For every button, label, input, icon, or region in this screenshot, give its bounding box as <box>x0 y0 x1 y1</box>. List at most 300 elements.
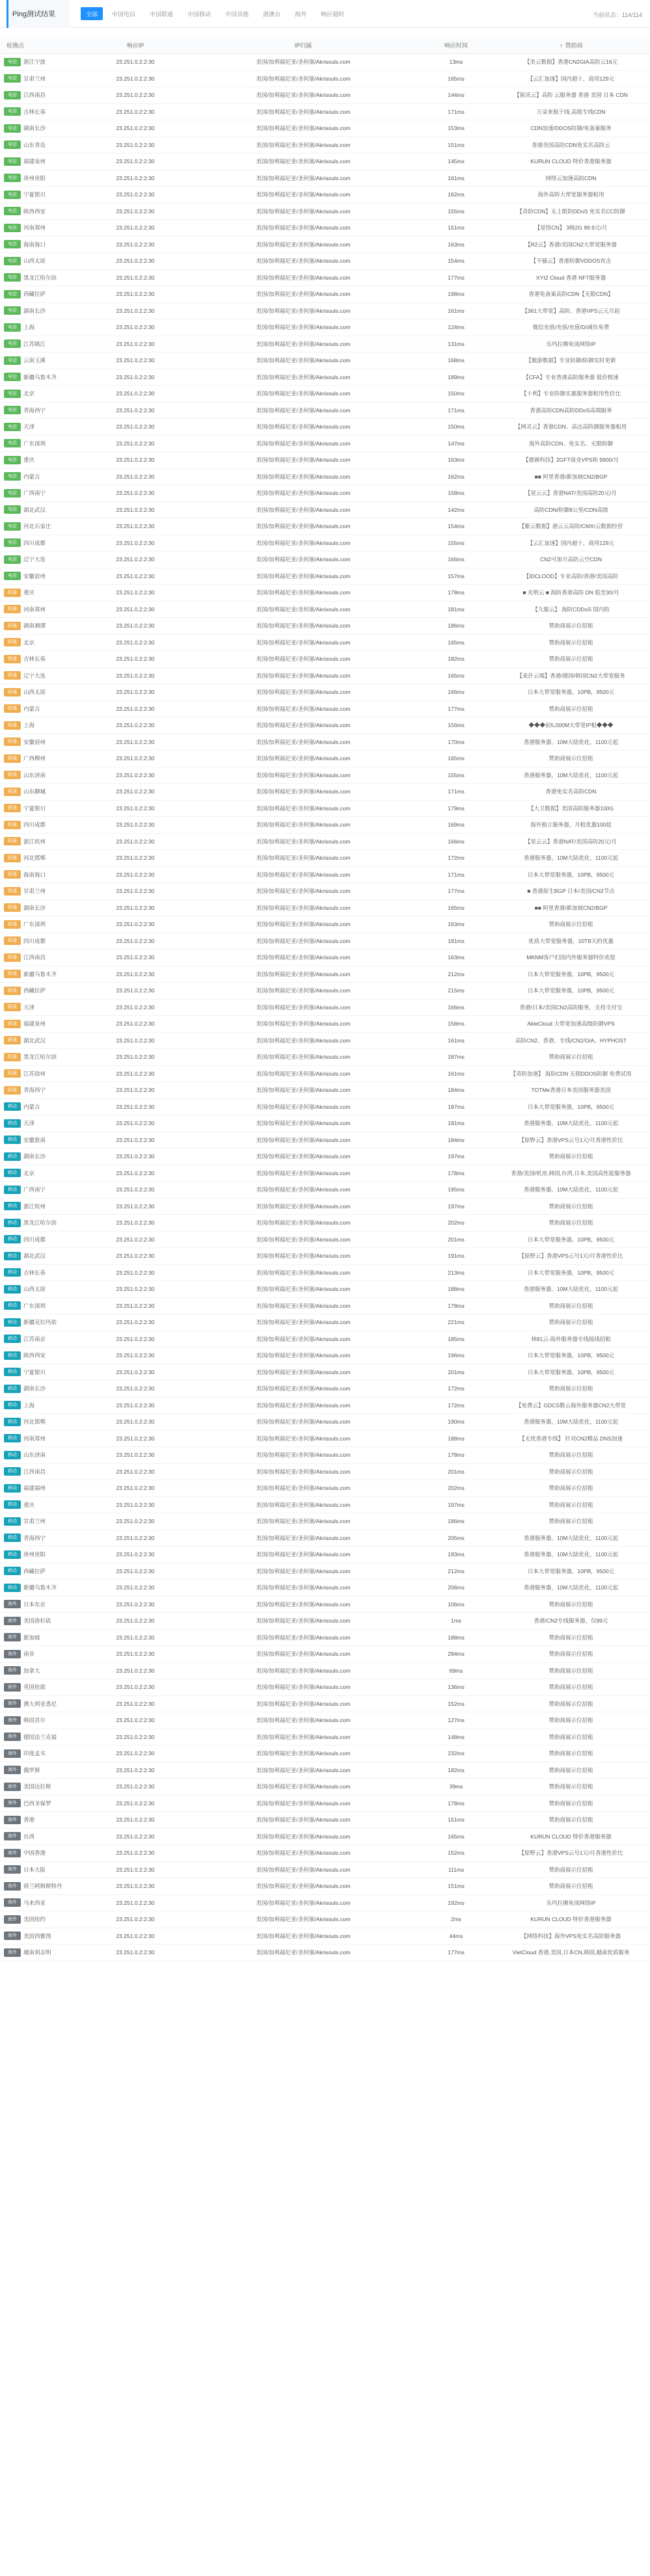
ip-location-cell: 美国/加利福尼亚/圣何塞/Akrisouls.com <box>256 1087 351 1094</box>
response-time-cell: 184ms <box>448 1136 465 1143</box>
sponsor-cell: 【大卫数据】美国高防服务器100G <box>528 804 614 812</box>
isp-badge: 电信 <box>4 356 21 365</box>
node-name: 安徽宿州 <box>23 572 46 579</box>
sponsor-link[interactable]: 赞助商展示位招租 <box>548 1302 593 1309</box>
response-time-cell: 161ms <box>448 307 465 314</box>
node-name: 甘肃兰州 <box>23 1518 46 1525</box>
isp-badge: 海外 <box>4 1948 21 1957</box>
ip-location-cell: 美国/加利福尼亚/圣何塞/Akrisouls.com <box>256 788 351 795</box>
response-time-cell: 150ms <box>448 423 465 431</box>
response-time-cell: 186ms <box>448 1518 465 1525</box>
response-time-cell: 111ms <box>448 1866 465 1873</box>
ip-location-cell: 美国/加利福尼亚/圣何塞/Akrisouls.com <box>256 1567 351 1574</box>
sponsor-cell: KURUN CLOUD 特价香港服务器 <box>530 158 612 165</box>
response-time-cell: 188ms <box>448 1435 465 1442</box>
sponsor-link[interactable]: 赞助商展示位招租 <box>548 1600 593 1608</box>
table-row <box>0 767 650 784</box>
sponsor-cell: 香港服务器，10M大陆优化，1100元起 <box>523 1286 619 1293</box>
ip-location-cell: 美国/加利福尼亚/圣何塞/Akrisouls.com <box>256 1518 351 1525</box>
node-name: 江苏南京 <box>23 1335 46 1342</box>
sponsor-link[interactable]: 赞助商展示位招租 <box>548 1634 593 1641</box>
node-name: 湖南长沙 <box>23 1153 46 1160</box>
table-row <box>0 1232 650 1249</box>
isp-badge: 联通 <box>4 887 21 896</box>
table-row <box>0 966 650 983</box>
node-name: 湖南长沙 <box>23 125 46 132</box>
response-time-cell: 178ms <box>448 1302 465 1309</box>
ip-cell: 23.251.0.2:2:30 <box>116 1932 155 1939</box>
node-cell <box>0 837 72 845</box>
ip-location-cell: 美国/加利福尼亚/圣何塞/Akrisouls.com <box>256 639 351 646</box>
node-cell <box>0 870 72 879</box>
table-row <box>0 734 650 751</box>
ip-cell: 23.251.0.2:2:30 <box>116 1634 155 1641</box>
sponsor-cell: 香港服务器，10M大陆优化，1100元起 <box>523 1534 619 1541</box>
table-row <box>0 469 650 486</box>
ip-location-cell: 美国/加利福尼亚/圣何塞/Akrisouls.com <box>256 191 351 198</box>
sponsor-link[interactable]: 赞助商展示位招租 <box>548 1783 593 1790</box>
sponsor-link[interactable]: 赞助商展示位招租 <box>548 1766 593 1773</box>
ip-location-cell: 美国/加利福尼亚/圣何塞/Akrisouls.com <box>256 1136 351 1143</box>
response-time-cell: 181ms <box>448 937 465 944</box>
node-name: 内蒙古 <box>23 1103 40 1110</box>
isp-badge: 海外 <box>4 1733 21 1741</box>
ip-location-cell: 美国/加利福尼亚/圣何塞/Akrisouls.com <box>256 1899 351 1906</box>
node-cell <box>0 390 72 398</box>
isp-badge: 移动 <box>4 1152 21 1161</box>
ip-location-cell: 美国/加利福尼亚/圣何塞/Akrisouls.com <box>256 855 351 862</box>
node-cell <box>0 1799 72 1807</box>
response-time-cell: 172ms <box>448 855 465 862</box>
table-row <box>0 485 650 502</box>
ip-cell: 23.251.0.2:2:30 <box>116 1452 155 1459</box>
sponsor-link[interactable]: 赞助商展示位招租 <box>548 755 593 762</box>
sponsor-link[interactable]: 赞助商展示位招租 <box>548 1651 593 1658</box>
sponsor-link[interactable]: 赞助商展示位招租 <box>548 1750 593 1757</box>
isp-badge: 海外 <box>4 1666 21 1675</box>
sponsor-link[interactable]: 赞助商展示位招租 <box>548 1733 593 1740</box>
isp-badge: 联通 <box>4 804 21 812</box>
sponsor-link[interactable]: 赞助商展示位招租 <box>548 1501 593 1508</box>
ip-cell: 23.251.0.2:2:30 <box>116 1866 155 1873</box>
isp-badge: 海外 <box>4 1783 21 1791</box>
sponsor-link[interactable]: 赞助商展示位招租 <box>548 1799 593 1807</box>
ip-cell: 23.251.0.2:2:30 <box>116 1070 155 1077</box>
ip-location-cell: 美国/加利福尼亚/圣何塞/Akrisouls.com <box>256 970 351 977</box>
node-name: 福建福州 <box>23 1485 46 1492</box>
response-time-cell: 177ms <box>448 274 465 281</box>
sponsor-link[interactable]: 赞助商展示位招租 <box>548 1667 593 1674</box>
node-cell <box>0 1932 72 1940</box>
ip-cell: 23.251.0.2:2:30 <box>116 1286 155 1293</box>
response-time-cell: 172ms <box>448 1401 465 1409</box>
node-cell <box>0 323 72 332</box>
isp-badge: 电信 <box>4 489 21 498</box>
sponsor-cell: 【德旗科技】2GFT商业VPS和 9900/月 <box>522 457 619 464</box>
sponsor-link[interactable]: 赞助商展示位招租 <box>548 656 593 663</box>
isp-badge: 电信 <box>4 191 21 199</box>
sponsor-link[interactable]: 赞助商展示位招租 <box>548 1816 593 1824</box>
ip-cell: 23.251.0.2:2:30 <box>116 622 155 630</box>
sponsor-cell: 【云汇加速】国内超十，商用129元 <box>527 539 615 546</box>
table-row <box>0 1497 650 1514</box>
sponsor-link[interactable]: 赞助商展示位招租 <box>548 1219 593 1227</box>
table-row <box>0 1597 650 1613</box>
sponsor-link[interactable]: 赞助商展示位招租 <box>548 1054 593 1061</box>
sponsor-link[interactable]: 赞助商展示位招租 <box>548 1866 593 1873</box>
node-cell <box>0 1865 72 1874</box>
ip-cell: 23.251.0.2:2:30 <box>116 373 155 380</box>
node-name: 广西柳州 <box>23 755 46 762</box>
sponsor-link[interactable]: 赞助商展示位招租 <box>548 1319 593 1326</box>
node-cell <box>0 555 72 564</box>
response-time-cell: 205ms <box>448 1534 465 1541</box>
ip-cell: 23.251.0.2:2:30 <box>116 59 155 66</box>
sponsor-cell: 香港免实名高防CDN <box>545 788 597 795</box>
table-row <box>0 1829 650 1846</box>
node-cell <box>0 688 72 697</box>
node-cell <box>0 638 72 646</box>
node-name: 吉林长春 <box>23 1269 46 1276</box>
table-row <box>0 701 650 718</box>
tab-0[interactable]: 全部 <box>81 7 103 20</box>
ip-cell: 23.251.0.2:2:30 <box>116 1916 155 1923</box>
response-time-cell: 165ms <box>448 904 465 911</box>
sponsor-link[interactable]: 赞助商展示位招租 <box>548 1883 593 1890</box>
node-name: 四川成都 <box>23 937 46 944</box>
ip-location-cell: 美国/加利福尼亚/圣何塞/Akrisouls.com <box>256 1949 351 1956</box>
response-time-cell: 154ms <box>448 523 465 530</box>
node-cell <box>0 589 72 597</box>
tab-4[interactable]: 中国其他 <box>225 10 249 18</box>
node-name: 广东深圳 <box>23 1302 46 1309</box>
isp-badge: 海外 <box>4 1749 21 1758</box>
node-name: 福建泉州 <box>23 1020 46 1028</box>
response-time-cell: 197ms <box>448 1153 465 1160</box>
ip-cell: 23.251.0.2:2:30 <box>116 1651 155 1658</box>
table-row <box>0 1182 650 1199</box>
sponsor-link[interactable]: 赞助商展示位招租 <box>548 1202 593 1210</box>
node-cell <box>0 1219 72 1227</box>
tab-5[interactable]: 港澳台 <box>263 10 281 18</box>
ip-location-cell: 美国/加利福尼亚/圣何塞/Akrisouls.com <box>256 1070 351 1077</box>
node-name: 英国伦敦 <box>23 1684 46 1691</box>
node-name: 上海 <box>23 722 35 729</box>
response-time-cell: 166ms <box>448 556 465 563</box>
table-row <box>0 319 650 336</box>
sponsor-cell: 微信充值/充值/充值/D/减负免费 <box>532 324 610 331</box>
isp-badge: 电信 <box>4 423 21 431</box>
table-row <box>0 1464 650 1481</box>
node-name: 黑龙江哈尔滨 <box>23 274 57 281</box>
sponsor-link[interactable]: 赞助商展示位招租 <box>548 1485 593 1492</box>
node-name: 内蒙古 <box>23 473 40 480</box>
ip-location-cell: 美国/加利福尼亚/圣何塞/Akrisouls.com <box>256 258 351 265</box>
table-row <box>0 1033 650 1050</box>
table-row <box>0 1796 650 1812</box>
sponsor-link[interactable]: 赞助商展示位招租 <box>548 1684 593 1691</box>
ip-location-cell: 美国/加利福尼亚/圣何塞/Akrisouls.com <box>256 1551 351 1558</box>
sponsor-icon: ♀ <box>559 42 565 49</box>
isp-badge: 联通 <box>4 970 21 978</box>
isp-badge: 海外 <box>4 1617 21 1625</box>
node-name: 俄罗斯 <box>23 1766 40 1773</box>
node-cell <box>0 505 72 514</box>
ip-location-cell: 美国/加利福尼亚/圣何塞/Akrisouls.com <box>256 1667 351 1674</box>
ip-cell: 23.251.0.2:2:30 <box>116 954 155 961</box>
sponsor-link[interactable]: 赞助商展示位招租 <box>548 622 593 630</box>
isp-badge: 电信 <box>4 406 21 414</box>
ip-location-cell: 美国/加利福尼亚/圣何塞/Akrisouls.com <box>256 506 351 513</box>
response-time-cell: 157ms <box>448 572 465 579</box>
table-row <box>0 1082 650 1099</box>
sponsor-cell: 网络云加速高防CDN <box>545 174 597 181</box>
node-name: 湖南湘潭 <box>23 622 46 630</box>
response-time-cell: 215ms <box>448 987 465 994</box>
response-time-cell: 127ms <box>448 1717 465 1724</box>
sponsor-link[interactable]: 赞助商展示位招租 <box>548 1452 593 1459</box>
isp-badge: 海外 <box>4 1882 21 1891</box>
node-name: 山西太原 <box>23 1286 46 1293</box>
ip-location-cell: 美国/加利福尼亚/圣何塞/Akrisouls.com <box>256 1700 351 1707</box>
ip-cell: 23.251.0.2:2:30 <box>116 1418 155 1426</box>
response-time-cell: 69ms <box>449 1667 463 1674</box>
tab-6[interactable]: 海外 <box>295 10 307 18</box>
sponsor-cell: 海外高防CDN、免实名、无限防御 <box>529 440 613 447</box>
isp-badge: 移动 <box>4 1102 21 1111</box>
sponsor-link[interactable]: 赞助商展示位招租 <box>548 1468 593 1475</box>
isp-badge: 移动 <box>4 1385 21 1393</box>
node-name: 湖南长沙 <box>23 307 46 314</box>
sponsor-cell: TOTMe香港日本美国服务器美国 <box>531 1087 611 1094</box>
node-cell <box>0 1467 72 1476</box>
node-cell <box>0 1584 72 1592</box>
results-table-body <box>0 54 650 1961</box>
isp-badge: 移动 <box>4 1318 21 1327</box>
table-row <box>0 949 650 966</box>
ip-location-cell: 美国/加利福尼亚/圣何塞/Akrisouls.com <box>256 1651 351 1658</box>
isp-badge: 电信 <box>4 505 21 514</box>
node-cell <box>0 1567 72 1575</box>
node-cell <box>0 804 72 812</box>
node-cell <box>0 1235 72 1243</box>
node-cell <box>0 1517 72 1526</box>
node-cell <box>0 472 72 481</box>
response-time-cell: 182ms <box>448 656 465 663</box>
node-cell <box>0 174 72 182</box>
node-cell <box>0 1617 72 1625</box>
ip-location-cell: 美国/加利福尼亚/圣何塞/Akrisouls.com <box>256 357 351 364</box>
sponsor-cell: 日本大带宽服务器，10PB，9500元 <box>527 1352 615 1359</box>
table-row <box>0 1878 650 1895</box>
tab-2[interactable]: 中国联通 <box>150 10 174 18</box>
node-cell <box>0 1816 72 1824</box>
node-name: 西藏拉萨 <box>23 987 46 994</box>
ip-location-cell: 美国/加利福尼亚/圣何塞/Akrisouls.com <box>256 1020 351 1028</box>
table-row <box>0 1049 650 1066</box>
sponsor-cell: 日本大带宽服务器，10PB，9500元 <box>527 970 615 977</box>
node-name: 重庆 <box>23 589 35 596</box>
table-row <box>0 933 650 950</box>
sponsor-link[interactable]: 赞助商展示位招租 <box>548 1153 593 1160</box>
isp-badge: 电信 <box>4 572 21 580</box>
ip-location-cell: 美国/加利福尼亚/圣何塞/Akrisouls.com <box>256 921 351 928</box>
ip-location-cell: 美国/加利福尼亚/圣何塞/Akrisouls.com <box>256 1634 351 1641</box>
sponsor-link[interactable]: 赞助商展示位招租 <box>548 1700 593 1707</box>
node-cell <box>0 1053 72 1061</box>
tab-1[interactable]: 中国电信 <box>112 10 136 18</box>
node-name: 上海 <box>23 324 35 331</box>
isp-badge: 移动 <box>4 1550 21 1559</box>
isp-badge: 移动 <box>4 1368 21 1376</box>
ip-location-cell: 美国/加利福尼亚/圣何塞/Akrisouls.com <box>256 689 351 696</box>
response-time-cell: 178ms <box>448 1169 465 1176</box>
table-row <box>0 551 650 568</box>
node-name: 天津 <box>23 1003 35 1011</box>
sponsor-link[interactable]: 赞助商展示位招租 <box>548 921 593 928</box>
isp-badge: 电信 <box>4 157 21 166</box>
response-time-cell: 151ms <box>448 1816 465 1824</box>
response-time-cell: 147ms <box>448 440 465 447</box>
ip-cell: 23.251.0.2:2:30 <box>116 324 155 331</box>
isp-badge: 电信 <box>4 58 21 66</box>
isp-badge: 移动 <box>4 1202 21 1210</box>
response-time-cell: 177ms <box>448 705 465 712</box>
node-name: 宁夏银川 <box>23 1368 46 1375</box>
sponsor-cell: 香港高防CDN高防DDoS高端服务 <box>530 406 612 414</box>
table-row <box>0 1398 650 1414</box>
ip-location-cell: 美国/加利福尼亚/圣何塞/Akrisouls.com <box>256 1202 351 1210</box>
sponsor-cell: ■■ 阿里香港/新加坡CN2/BGP <box>534 473 608 480</box>
node-name: 北京 <box>23 1169 35 1176</box>
isp-badge: 联通 <box>4 671 21 680</box>
isp-badge: 电信 <box>4 306 21 315</box>
ip-location-cell: 美国/加利福尼亚/圣何塞/Akrisouls.com <box>256 473 351 480</box>
response-time-cell: 171ms <box>448 871 465 878</box>
isp-badge: 移动 <box>4 1434 21 1442</box>
ip-location-cell: 美国/加利福尼亚/圣何塞/Akrisouls.com <box>256 108 351 115</box>
ip-location-cell: 美国/加利福尼亚/圣何塞/Akrisouls.com <box>256 1169 351 1176</box>
sponsor-link[interactable]: 赞助商展示位招租 <box>548 1717 593 1724</box>
sponsor-link[interactable]: 赞助商展示位招租 <box>548 705 593 712</box>
table-row <box>0 1928 650 1945</box>
table-row <box>0 668 650 685</box>
table-row <box>0 1199 650 1215</box>
response-time-cell: 163ms <box>448 954 465 961</box>
response-time-cell: 178ms <box>448 1799 465 1807</box>
ip-location-cell: 美国/加利福尼亚/圣何塞/Akrisouls.com <box>256 1352 351 1359</box>
response-time-cell: 171ms <box>448 406 465 414</box>
sponsor-cell: 【傲游数据】专业防御/防御实时更新 <box>526 357 616 364</box>
ip-cell: 23.251.0.2:2:30 <box>116 357 155 364</box>
isp-badge: 联通 <box>4 737 21 746</box>
response-time-cell: 177ms <box>448 1949 465 1956</box>
node-cell <box>0 1534 72 1542</box>
response-time-cell: 165ms <box>448 672 465 679</box>
table-row <box>0 618 650 635</box>
isp-badge: 移动 <box>4 1334 21 1343</box>
node-cell <box>0 538 72 547</box>
ip-location-cell: 美国/加利福尼亚/圣何塞/Akrisouls.com <box>256 722 351 729</box>
sponsor-cell: KURUN CLOUD 特价香港服务器 <box>530 1833 612 1840</box>
node-cell <box>0 622 72 630</box>
sponsor-link[interactable]: 赞助商展示位招租 <box>548 1518 593 1525</box>
table-row <box>0 1431 650 1448</box>
table-row <box>0 1563 650 1580</box>
node-cell <box>0 1401 72 1409</box>
ip-location-cell: 美国/加利福尼亚/圣何塞/Akrisouls.com <box>256 423 351 431</box>
isp-badge: 移动 <box>4 1235 21 1243</box>
node-cell <box>0 157 72 166</box>
node-cell <box>0 1832 72 1840</box>
sponsor-cell: 香港/CN2专线服务器，仅99元 <box>534 1617 608 1625</box>
table-row <box>0 336 650 353</box>
panel-title-text: Ping测试结果 <box>12 10 56 18</box>
ip-location-cell: 美国/加利福尼亚/圣何塞/Akrisouls.com <box>256 1783 351 1790</box>
isp-badge: 联通 <box>4 920 21 929</box>
table-row <box>0 1862 650 1879</box>
table-row <box>0 1812 650 1829</box>
node-name: 江苏镇江 <box>23 340 46 347</box>
table-row <box>0 1945 650 1961</box>
node-name: 越南胡志明 <box>23 1949 51 1956</box>
isp-badge: 移动 <box>4 1584 21 1592</box>
ip-location-cell: 美国/加利福尼亚/圣何塞/Akrisouls.com <box>256 771 351 778</box>
node-cell <box>0 406 72 414</box>
ip-cell: 23.251.0.2:2:30 <box>116 855 155 862</box>
response-time-cell: 187ms <box>448 1103 465 1110</box>
response-time-cell: 166ms <box>448 838 465 845</box>
node-name: 北京 <box>23 639 35 646</box>
node-name: 陕西西安 <box>23 207 46 215</box>
ip-cell: 23.251.0.2:2:30 <box>116 589 155 596</box>
ip-location-cell: 美国/加利福尼亚/圣何塞/Akrisouls.com <box>256 1485 351 1492</box>
response-time-cell: 182ms <box>448 1766 465 1773</box>
tab-7[interactable]: 响应超时 <box>321 10 345 18</box>
isp-badge: 电信 <box>4 257 21 265</box>
ip-cell: 23.251.0.2:2:30 <box>116 1219 155 1227</box>
ip-cell: 23.251.0.2:2:30 <box>116 258 155 265</box>
sponsor-link[interactable]: 赞助商展示位招租 <box>548 1385 593 1392</box>
node-name: 安徽宿州 <box>23 738 46 745</box>
node-cell <box>0 1119 72 1128</box>
sponsor-cell: 高防CDN/防御8公里/CDN高级 <box>534 506 608 513</box>
table-row <box>0 1265 650 1282</box>
sponsor-cell: 香港/美国/机房,韩国,台湾,日本,美国高性能服务器 <box>511 1169 631 1176</box>
ip-cell: 23.251.0.2:2:30 <box>116 572 155 579</box>
tab-3[interactable]: 中国移动 <box>187 10 211 18</box>
table-header <box>0 37 650 54</box>
table-row <box>0 1679 650 1696</box>
ip-location-cell: 美国/加利福尼亚/圣何塞/Akrisouls.com <box>256 904 351 911</box>
isp-badge: 电信 <box>4 339 21 348</box>
sponsor-link[interactable]: 赞助商展示位招租 <box>548 639 593 646</box>
ip-location-cell: 美国/加利福尼亚/圣何塞/Akrisouls.com <box>256 1468 351 1475</box>
response-time-cell: 212ms <box>448 1567 465 1574</box>
table-row <box>0 1911 650 1928</box>
ip-cell: 23.251.0.2:2:30 <box>116 1551 155 1558</box>
ip-cell: 23.251.0.2:2:30 <box>116 1534 155 1541</box>
ip-cell: 23.251.0.2:2:30 <box>116 1368 155 1375</box>
isp-badge: 联通 <box>4 721 21 730</box>
ip-location-cell: 美国/加利福尼亚/圣何塞/Akrisouls.com <box>256 241 351 248</box>
node-cell <box>0 721 72 730</box>
ip-cell: 23.251.0.2:2:30 <box>116 705 155 712</box>
response-time-cell: 163ms <box>448 457 465 464</box>
table-row <box>0 403 650 419</box>
node-name: 海南海口 <box>23 241 46 248</box>
ip-location-cell: 美国/加利福尼亚/圣何塞/Akrisouls.com <box>256 1916 351 1923</box>
